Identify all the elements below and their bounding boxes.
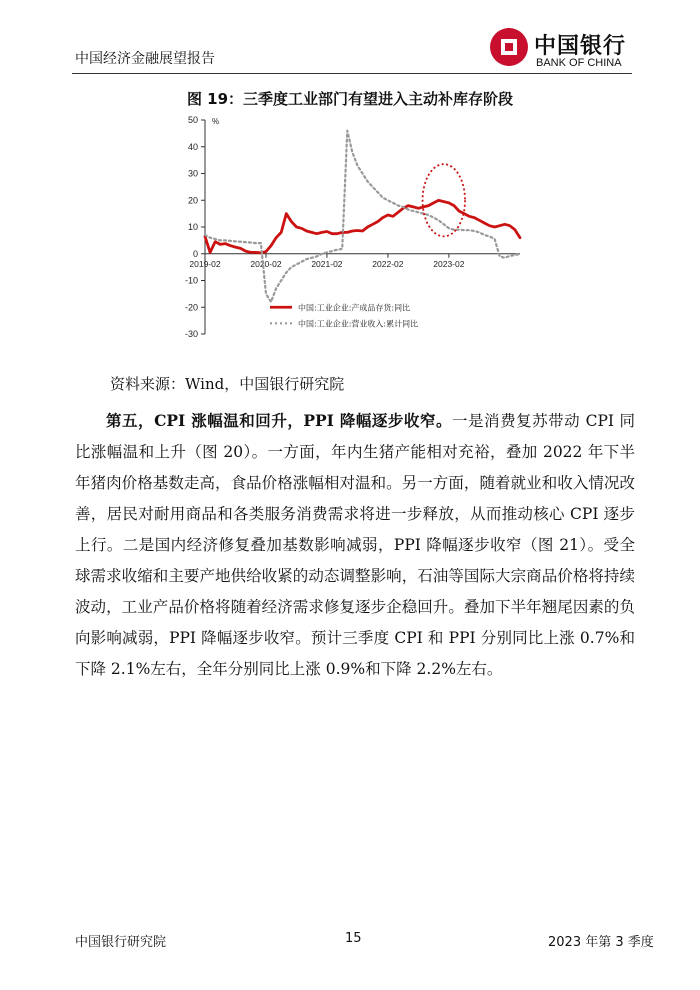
paragraph-lead: 第五，CPI 涨幅温和回升，PPI 降幅逐步收窄。 <box>106 411 452 430</box>
series-group <box>205 131 520 302</box>
y-tick-label: 30 <box>187 168 198 179</box>
y-axis-unit: % <box>212 117 220 126</box>
series-line-1 <box>205 200 520 253</box>
logo-chinese-name: 中国银行 <box>534 34 627 59</box>
y-tick-label: -10 <box>184 275 198 286</box>
body-text <box>75 405 635 685</box>
x-tick-label: 2021-02 <box>311 258 343 269</box>
x-tick-label: 2020-02 <box>250 258 282 269</box>
legend-label-1: 中国:工业企业:产成品存货:同比 <box>298 303 411 313</box>
paragraph-text: 一是消费复苏带动 CPI 同比涨幅温和上升（图 20）。一方面，年内生猪产能相对充裕，叠加 2022 年下半年猪肉价格基数走高，食品价格涨幅相对温和。另一方面，随着就业和收入情况改善，居民对耐用商品和各类服务消费需求将进一步释放，从而推动核心 CPI 逐步上行。二是国内经济修复叠加基数影响减弱，PPI 降幅逐步收窄（图 21）。受全球需求收缩和主要产地供给收紧的动态调整影响，石油等国际大宗商品价格将持续波动，工业产品价格将随着经济需求修复逐步企稳回升。叠加下半年翘尾因素的负向影响减弱，PPI 降幅逐步收窄。预计三季度 CPI 和 PPI 分别同比上涨 0.7%和下降 2.1%左右，全年分别同比上涨 0.9%和下降 2.2%左右。 <box>75 412 635 678</box>
line-chart <box>170 108 540 368</box>
y-tick-label: 40 <box>187 141 198 152</box>
legend <box>270 302 418 328</box>
y-tick-label: -30 <box>184 329 198 339</box>
x-tick-label: 2022-02 <box>372 258 404 269</box>
x-tick-label: 2019-02 <box>189 258 221 269</box>
y-axis <box>185 115 219 339</box>
x-axis <box>189 254 520 269</box>
footer-left: 中国银行研究院 <box>75 935 167 950</box>
x-tick-label: 2023-02 <box>433 258 465 269</box>
y-tick-label: 0 <box>192 248 198 259</box>
bank-logo-icon <box>490 28 528 66</box>
header-rule <box>72 73 632 74</box>
page-number: 15 <box>345 931 362 946</box>
footer-right: 2023 年第 3 季度 <box>548 935 654 950</box>
figure-source: 资料来源：Wind，中国银行研究院 <box>110 375 345 393</box>
y-tick-label: 20 <box>187 195 198 206</box>
figure-title: 图 19：三季度工业部门有望进入主动补库存阶段 <box>186 90 514 108</box>
bank-logo[interactable] <box>490 28 630 72</box>
legend-label-2: 中国:工业企业:营业收入:累计同比 <box>298 319 419 329</box>
logo-english-name: BANK OF CHINA <box>536 57 622 69</box>
y-tick-label: 50 <box>187 115 198 125</box>
y-tick-label: -20 <box>184 302 198 313</box>
y-tick-label: 10 <box>187 222 198 232</box>
body-paragraph <box>75 405 635 685</box>
header-title: 中国经济金融展望报告 <box>75 51 215 67</box>
